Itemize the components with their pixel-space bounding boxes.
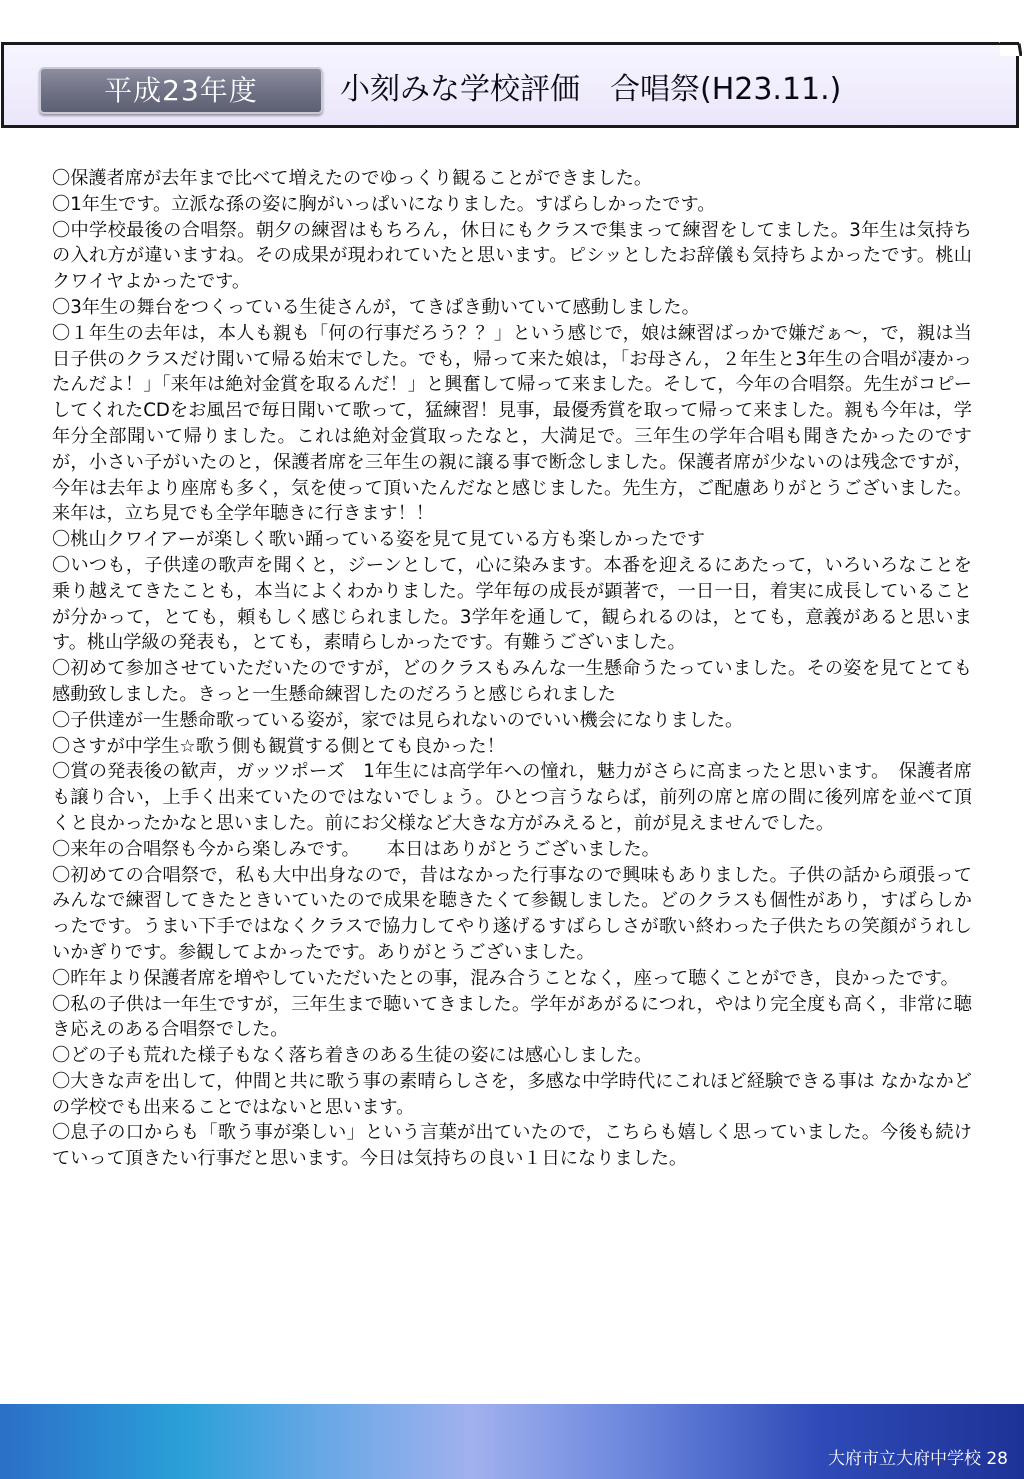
- header-corner-decoration: [1000, 42, 1022, 56]
- comment-item: 〇さすが中学生☆歌う側も観賞する側とても良かった！: [52, 735, 505, 757]
- comment-item: 〇3年生の舞台をつくっている生徒さんが，てきぱき動いていて感動しました。: [52, 296, 700, 318]
- comment-item: 〇賞の発表後の歓声，ガッツポーズ 1年生には高学年への憧れ，魅力がさらに高まったと思います。 保護者席も譲り合い，上手く出来ていたのではないでしょう。ひとつ言うならば，前列の席と席の間に後列席を並べて頂くと良かったかなと思いました。前にお父様など大きな方がみえると，前が見えませんでした。: [52, 761, 972, 834]
- comment-item: 〇子供達が一生懸命歌っている姿が，家では見られないのでいい機会になりました。: [52, 709, 744, 731]
- comment-item: 〇息子の口からも「歌う事が楽しい」という言葉が出ていたので，こちらも嬉しく思っていました。今後も続けていって頂きたい行事だと思います。今日は気持ちの良い１日になりました。: [52, 1122, 972, 1170]
- comment-item: 〇1年生です。立派な孫の姿に胸がいっぱいになりました。すばらしかったです。: [52, 193, 716, 215]
- comment-item: 〇初めて参加させていただいたのですが，どのクラスもみんな一生懸命うたっていました。その姿を見てとても感動致しました。きっと一生懸命練習したのだろうと感じられました: [52, 658, 972, 705]
- comment-item: 〇初めての合唱祭で，私も大中出身なので，昔はなかった行事なので興味もありました。子供の話から頑張ってみんなで練習してきたときいていたので成果を聴きたくて参観しました。どのクラスも個性があり，すばらしかったです。うまい下手ではなくクラスで協力してやり遂げるすばらしさが歌い終わった子供たちの笑顔がうれしいかぎりです。参観してよかったです。ありがとうございました。: [52, 864, 972, 963]
- footer-school-page: 大府市立大府中学校 28: [827, 1449, 1008, 1469]
- comment-item: 〇昨年より保護者席を増やしていただいたとの事，混み合うことなく，座って聴くことができ，良かったです。: [52, 967, 959, 989]
- comment-item: 〇大きな声を出して，仲間と共に歌う事の素晴らしさを，多感な中学時代にこれほど経験できる事は なかなかどの学校でも出来ることではないと思います。: [52, 1070, 972, 1118]
- comment-item: 〇私の子供は一年生ですが，三年生まで聴いてきました。学年があがるにつれ，やはり完全度も高く，非常に聴き応えのある合唱祭でした。: [52, 993, 972, 1041]
- comment-item: 〇桃山クワイアーが楽しく歌い踊っている姿を見て見ている方も楽しかったです: [52, 529, 706, 551]
- comment-item: 〇保護者席が去年まで比べて増えたのでゆっくり観ることができました。: [52, 168, 653, 189]
- year-badge: 平成23年度: [39, 67, 323, 114]
- comment-list: [52, 166, 972, 1172]
- comment-item: 〇どの子も荒れた様子もなく落ち着きのある生徒の姿には感心しました。: [52, 1045, 653, 1067]
- comment-item: 〇１年生の去年は，本人も親も「何の行事だろう？？」という感じで，娘は練習ばっかで嫌だぁ～，で，親は当日子供のクラスだけ聞いて帰る始末でした。でも，帰って来た娘は，「お母さん，２年生と3年生の合唱が凄かったんだよ！」「来年は絶対金賞を取るんだ！」と興奮して帰って来ました。そして，今年の合唱祭。先生がコピーしてくれたCDをお風呂で毎日聞いて歌って，猛練習！見事，最優秀賞を取って帰って来ました。親も今年は，学年分全部聞いて帰りました。これは絶対金賞取ったなと，大満足で。三年生の学年合唱も聞きたかったのですが，小さい子がいたのと，保護者席を三年生の親に譲る事で断念しました。保護者席が少ないのは残念ですが，今年は去年より座席も多く，気を使って頂いたんだなと感じました。先生方，ご配慮ありがとうございました。来年は，立ち見でも全学年聴きに行きます！！: [52, 322, 972, 525]
- page-title: 小刻みな学校評価 合唱祭(H23.11.): [340, 72, 842, 107]
- comment-item: 〇中学校最後の合唱祭。朝夕の練習はもちろん，休日にもクラスで集まって練習をしてました。3年生は気持ちの入れ方が違いますね。その成果が現われていたと思います。ピシッとしたお辞儀も気持ちよかったです。桃山クワイヤよかったです。: [52, 219, 972, 293]
- comment-item: 〇いつも，子供達の歌声を聞くと，ジーンとして，心に染みます。本番を迎えるにあたって，いろいろなことを乗り越えてきたことも，本当によくわかりました。学年毎の成長が顕著で，一日一日，着実に成長していることが分かって，とても，頼もしく感じられました。3学年を通して，観られるのは，とても，意義があると思います。桃山学級の発表も，とても，素晴らしかったです。有難うございました。: [52, 554, 972, 654]
- comment-item: 〇来年の合唱祭も今から楽しみです。 本日はありがとうございました。: [52, 838, 660, 860]
